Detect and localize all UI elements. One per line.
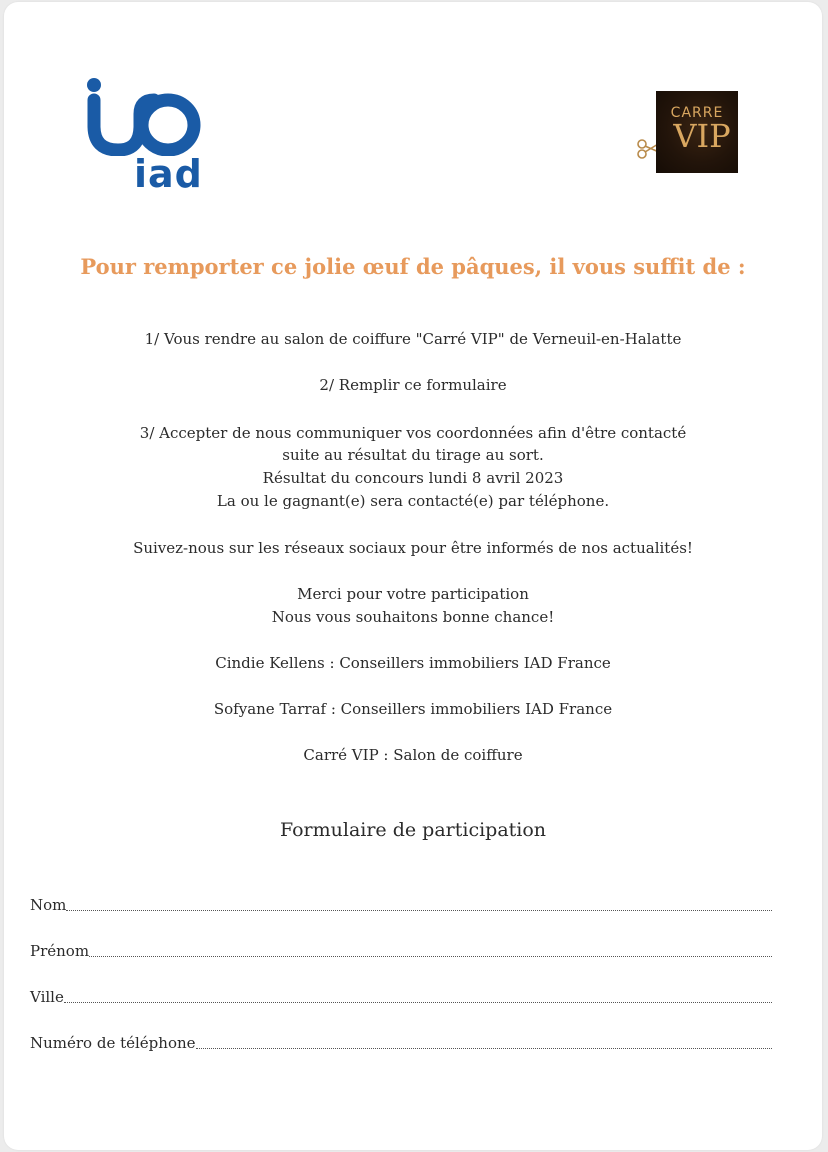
thanks-line-1: Merci pour votre participation — [297, 585, 529, 603]
nom-field[interactable] — [30, 890, 772, 916]
ville-field[interactable] — [30, 982, 772, 1008]
carre-logo-text: CARRE — [670, 105, 724, 121]
credit-carre-vip: Carré VIP : Salon de coiffure — [303, 746, 523, 764]
step-1: 1/ Vous rendre au salon de coiffure "Carré VIP" de Verneuil-en-Halatte — [144, 330, 682, 348]
prenom-field[interactable] — [30, 936, 772, 962]
prenom-label: Prénom — [30, 942, 90, 960]
headline: Pour remporter ce jolie œuf de pâques, il vous suffit de : — [80, 254, 746, 279]
step-3-line-2: suite au résultat du tirage au sort. — [282, 446, 544, 464]
flyer-page — [4, 2, 822, 1150]
carre-vip-logo — [656, 91, 738, 173]
social-text: Suivez-nous sur les réseaux sociaux pour être informés de nos actualités! — [133, 539, 693, 557]
form-title: Formulaire de participation — [279, 819, 547, 841]
vip-logo-text: VIP — [673, 117, 731, 155]
nom-dotted-line — [66, 909, 772, 911]
thanks-line-2: Nous vous souhaitons bonne chance! — [271, 608, 555, 626]
prenom-dotted-line — [89, 955, 772, 957]
nom-label: Nom — [30, 896, 67, 914]
telephone-label: Numéro de téléphone — [30, 1034, 196, 1052]
telephone-dotted-line — [196, 1047, 772, 1049]
step-3-line-4: La ou le gagnant(e) sera contacté(e) par téléphone. — [216, 492, 610, 510]
ville-dotted-line — [64, 1001, 772, 1003]
telephone-field[interactable] — [30, 1028, 772, 1054]
step-2: 2/ Remplir ce formulaire — [319, 376, 507, 394]
iad-symbol-icon — [82, 74, 206, 156]
iad-wordmark: iad — [134, 152, 203, 196]
credit-cindie: Cindie Kellens : Conseillers immobiliers IAD France — [215, 654, 611, 672]
step-3-line-1: 3/ Accepter de nous communiquer vos coordonnées afin d'être contacté — [139, 424, 687, 442]
ville-label: Ville — [30, 988, 64, 1006]
credit-sofyane: Sofyane Tarraf : Conseillers immobiliers IAD France — [213, 700, 613, 718]
step-3-line-3: Résultat du concours lundi 8 avril 2023 — [262, 469, 564, 487]
iad-logo — [82, 74, 206, 196]
